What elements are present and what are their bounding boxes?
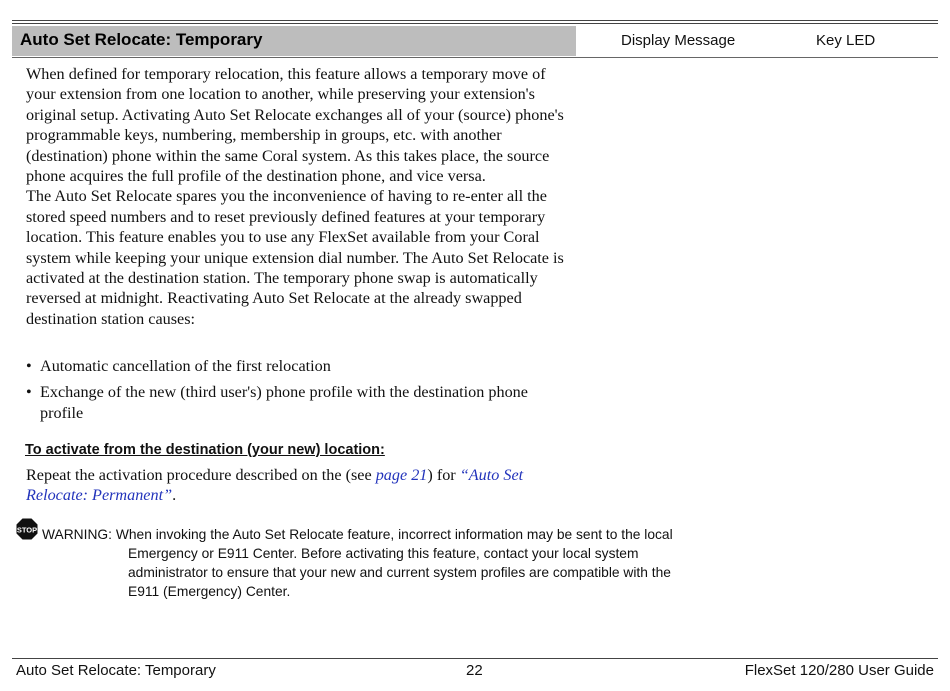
footer-rule xyxy=(12,658,938,659)
paragraph-intro: When defined for temporary relocation, this feature allows a temporary move of your extension from one location to another, while preserving your extension's original setup. Activating Auto Set Relocate exchanges all of your (source) phone's programmable keys, numbering, membership in groups, etc. with another (destination) phone within the same Coral system. As this takes place, the source phone acquires the full profile of the destination phone, and vice versa. xyxy=(26,65,564,186)
stop-sign-icon xyxy=(16,518,38,540)
section-link[interactable]: “Auto Set Relocate: Permanent” xyxy=(26,466,524,505)
bullet-text: Exchange of the new (third user's) phone profile with the destination phone profile xyxy=(40,383,528,422)
footer-page-number: 22 xyxy=(466,662,483,679)
top-rule-double xyxy=(12,23,938,24)
repeat-prefix: Repeat the activation procedure described on the (see xyxy=(26,466,376,484)
top-rule xyxy=(12,20,938,21)
stop-sign-text: STOP xyxy=(16,525,38,535)
column-heading-display-message: Display Message xyxy=(621,32,736,49)
repeat-instruction xyxy=(26,465,574,506)
warning-text: When invoking the Auto Set Relocate feature, incorrect information may be sent to the local Emergency or E911 Center. Before activating this feature, contact your local system administrator to ensure that your new and current system profiles are compatible with the E911 (Emergency) Center. xyxy=(115,527,673,599)
footer-guide-title: FlexSet 120/280 User Guide xyxy=(744,662,934,679)
bullet-text: Automatic cancellation of the first relocation xyxy=(40,357,331,375)
body-text xyxy=(26,64,574,329)
page-link[interactable]: page 21 xyxy=(375,466,428,484)
warning-label: WARNING: xyxy=(42,527,113,542)
page-title: Auto Set Relocate: Temporary xyxy=(20,30,263,49)
bullet-marker: • xyxy=(26,383,32,402)
bullet-list xyxy=(26,356,574,429)
bullet-marker: • xyxy=(26,357,32,375)
paragraph-details: The Auto Set Relocate spares you the inconvenience of having to re-enter all the stored speed numbers and to reset previously defined features at your temporary location. This feature enables you to use any FlexSet available from your Coral system while keeping your unique extension dial number. The Auto Set Relocate is activated at the destination station. The temporary phone swap is automatically reversed at midnight. Reactivating Auto Set Relocate at the already swapped destination station causes: xyxy=(26,187,564,328)
repeat-suffix: . xyxy=(172,486,177,505)
header-underline xyxy=(12,57,938,58)
subheading-activate: To activate from the destination (your new) location: xyxy=(25,442,385,458)
list-item xyxy=(26,382,574,423)
repeat-mid: ) for xyxy=(427,466,460,484)
list-item xyxy=(26,356,574,376)
column-heading-key-led: Key LED xyxy=(816,32,876,49)
footer-section-title: Auto Set Relocate: Temporary xyxy=(16,662,216,679)
warning-note xyxy=(42,525,698,601)
